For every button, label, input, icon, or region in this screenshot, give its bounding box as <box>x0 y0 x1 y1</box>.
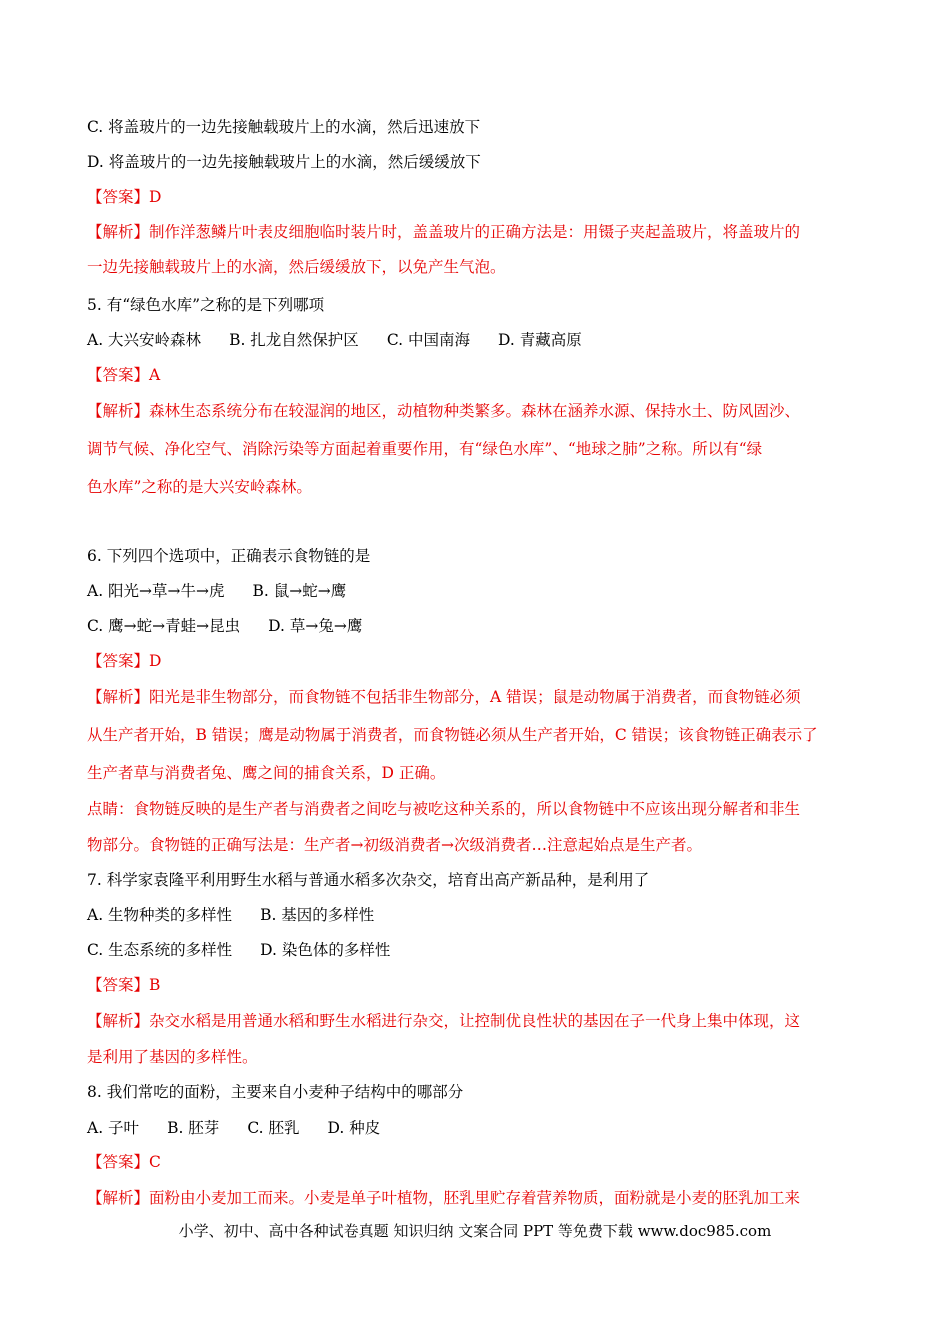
question-7-options-row2 <box>87 940 390 960</box>
analysis-line: 【解析】阳光是非生物部分，而食物链不包括非生物部分，A 错误；鼠是动物属于消费者，而食物链必须 <box>87 688 801 706</box>
option-d: D. 青藏高原 <box>497 331 582 349</box>
question-6-options-row2 <box>87 616 362 636</box>
analysis-line: 调节气候、净化空气、消除污染等方面起着重要作用，有“绿色水库”、“地球之肺”之称。所以有“绿 <box>87 440 763 458</box>
option-d: D. 种皮 <box>327 1119 381 1137</box>
question-5: 5. 有“绿色水库”之称的是下列哪项 <box>87 296 325 314</box>
option-a: A. 生物种类的多样性 <box>87 906 233 924</box>
option-a: A. 阳光→草→牛→虎 <box>87 582 225 600</box>
option-b: B. 鼠→蛇→鹰 <box>252 582 347 600</box>
analysis-line: 生产者草与消费者兔、鹰之间的捕食关系，D 正确。 <box>87 764 446 782</box>
option-d: D. 染色体的多样性 <box>260 941 391 959</box>
option-c: C. 胚乳 <box>247 1119 300 1137</box>
question-8-options <box>87 1118 380 1138</box>
analysis-line: 【解析】森林生态系统分布在较湿润的地区，动植物种类繁多。森林在涵养水源、保持水土、防风固沙、 <box>87 402 801 420</box>
question-6-options-row1 <box>87 581 346 601</box>
tip-line: 物部分。食物链的正确写法是：生产者→初级消费者→次级消费者…注意起始点是生产者。 <box>87 836 702 854</box>
option-d-text: D. 将盖玻片的一边先接触载玻片上的水滴，然后缓缓放下 <box>87 153 481 171</box>
option-c: C. 生态系统的多样性 <box>87 941 233 959</box>
option-b: B. 基因的多样性 <box>260 906 375 924</box>
analysis-line: 一边先接触载玻片上的水滴，然后缓缓放下，以免产生气泡。 <box>87 258 506 276</box>
option-c-text: C. 将盖玻片的一边先接触载玻片上的水滴，然后迅速放下 <box>87 118 481 136</box>
page-footer: 小学、初中、高中各种试卷真题 知识归纳 文案合同 PPT 等免费下载 www.doc985.com <box>178 1222 772 1240</box>
option-b: B. 扎龙自然保护区 <box>229 331 359 349</box>
option-a: A. 子叶 <box>87 1119 140 1137</box>
option-c: C. 中国南海 <box>386 331 470 349</box>
question-8: 8. 我们常吃的面粉，主要来自小麦种子结构中的哪部分 <box>87 1083 464 1101</box>
tip-line: 点睛：食物链反映的是生产者与消费者之间吃与被吃这种关系的，所以食物链中不应该出现分解者和非生 <box>87 800 801 818</box>
option-c: C. 鹰→蛇→青蛙→昆虫 <box>87 617 241 635</box>
question-5-options <box>87 330 582 350</box>
analysis-line: 【解析】杂交水稻是用普通水稻和野生水稻进行杂交，让控制优良性状的基因在子一代身上集中体现，这 <box>87 1012 801 1030</box>
analysis-line: 【解析】制作洋葱鳞片叶表皮细胞临时装片时，盖盖玻片的正确方法是：用镊子夹起盖玻片，将盖玻片的 <box>87 223 801 241</box>
option-b: B. 胚芽 <box>167 1119 220 1137</box>
answer-line: 【答案】B <box>87 976 161 994</box>
question-6: 6. 下列四个选项中，正确表示食物链的是 <box>87 547 371 565</box>
question-7-options-row1 <box>87 905 374 925</box>
answer-line: 【答案】C <box>87 1153 161 1171</box>
option-a: A. 大兴安岭森林 <box>87 331 202 349</box>
analysis-line: 【解析】面粉由小麦加工而来。小麦是单子叶植物，胚乳里贮存着营养物质，面粉就是小麦的胚乳加工来 <box>87 1189 801 1207</box>
analysis-line: 色水库”之称的是大兴安岭森林。 <box>87 478 312 496</box>
analysis-line: 从生产者开始，B 错误；鹰是动物属于消费者，而食物链必须从生产者开始，C 错误；该食物链正确表示了 <box>87 726 818 744</box>
answer-line: 【答案】D <box>87 652 162 670</box>
answer-line: 【答案】D <box>87 188 162 206</box>
option-d: D. 草→兔→鹰 <box>268 617 363 635</box>
answer-line: 【答案】A <box>87 366 161 384</box>
question-7: 7. 科学家袁隆平利用野生水稻与普通水稻多次杂交，培育出高产新品种，是利用了 <box>87 871 650 889</box>
analysis-line: 是利用了基因的多样性。 <box>87 1048 258 1066</box>
